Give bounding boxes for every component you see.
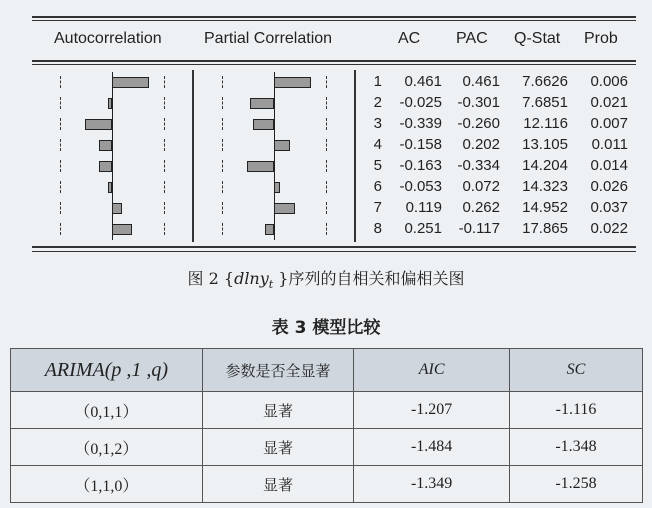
pac-zero-axis: [274, 93, 275, 114]
pac-confidence-dash: [326, 76, 327, 88]
prob-value: 0.021: [590, 94, 628, 111]
ac-value: -0.163: [399, 157, 442, 174]
ac-confidence-dash: [60, 118, 61, 130]
prob-value: 0.037: [590, 199, 628, 216]
pac-confidence-dash: [222, 97, 223, 109]
pac-confidence-dash: [326, 160, 327, 172]
pac-bar: [274, 203, 295, 214]
prob-value: 0.022: [590, 220, 628, 237]
header-qstat: Q-Stat: [514, 30, 561, 47]
ac-zero-axis: [112, 93, 113, 114]
ac-confidence-dash: [164, 160, 165, 172]
prob-value: 0.007: [590, 115, 628, 132]
correlogram-row: [32, 72, 636, 93]
ac-confidence-dash: [60, 223, 61, 235]
ac-confidence-dash: [164, 223, 165, 235]
ac-confidence-dash: [60, 181, 61, 193]
cell-aic: -1.349: [354, 466, 510, 503]
lag-number: 4: [373, 136, 382, 153]
ac-value: 0.119: [405, 199, 442, 216]
correlogram: [32, 16, 636, 256]
header-pac: PAC: [456, 30, 488, 47]
ac-value: -0.339: [399, 115, 442, 132]
correlogram-row: [32, 156, 636, 177]
top-rule: [32, 16, 636, 18]
cell-sc: -1.348: [509, 429, 642, 466]
pac-value: -0.117: [458, 220, 500, 237]
ac-zero-axis: [112, 114, 113, 135]
figure-caption: [0, 266, 652, 291]
ac-confidence-dash: [60, 97, 61, 109]
header-rule: [32, 60, 636, 62]
pac-bar: [253, 119, 274, 130]
table-header-row: [11, 349, 643, 392]
ac-confidence-dash: [60, 139, 61, 151]
cell-aic: -1.484: [354, 429, 510, 466]
pac-confidence-dash: [222, 139, 223, 151]
pac-bar: [274, 140, 290, 151]
pac-confidence-dash: [222, 76, 223, 88]
bottom-rule-thin: [32, 251, 636, 252]
header-prob: Prob: [584, 30, 618, 47]
pac-bar: [250, 98, 274, 109]
ac-bar: [108, 98, 112, 109]
pac-value: 0.202: [462, 136, 500, 153]
ac-value: -0.053: [399, 178, 442, 195]
lag-number: 7: [373, 199, 382, 216]
pac-value: -0.301: [457, 94, 500, 111]
ac-confidence-dash: [60, 202, 61, 214]
ac-zero-axis: [112, 135, 113, 156]
header-aic: AIC: [354, 349, 510, 392]
ac-bar: [99, 161, 112, 172]
qstat-value: 17.865: [522, 220, 568, 237]
ac-bar: [108, 182, 112, 193]
pac-value: -0.334: [457, 157, 500, 174]
caption-math-d: d: [234, 269, 245, 288]
pac-zero-axis: [274, 114, 275, 135]
header-model: ARIMA(p ,1 ,q): [11, 349, 203, 392]
pac-confidence-dash: [326, 118, 327, 130]
pac-zero-axis: [274, 156, 275, 177]
header-partial-correlation: Partial Correlation: [204, 30, 333, 47]
ac-bar: [99, 140, 112, 151]
ac-value: -0.158: [399, 136, 442, 153]
qstat-value: 14.204: [522, 157, 568, 174]
pac-confidence-dash: [326, 181, 327, 193]
cell-model: （1,1,0）: [11, 466, 203, 503]
ac-value: -0.025: [399, 94, 442, 111]
qstat-value: 7.6851: [522, 94, 568, 111]
cell-model: （0,1,2）: [11, 429, 203, 466]
cell-model: （0,1,1）: [11, 392, 203, 429]
lag-number: 2: [373, 94, 382, 111]
prob-value: 0.006: [590, 73, 628, 90]
correlogram-row: [32, 198, 636, 219]
ac-zero-axis: [112, 177, 113, 198]
pac-confidence-dash: [222, 223, 223, 235]
pac-confidence-dash: [326, 139, 327, 151]
ac-bar: [112, 203, 122, 214]
ac-confidence-dash: [60, 76, 61, 88]
pac-confidence-dash: [222, 118, 223, 130]
caption-math-y: y: [259, 269, 269, 288]
pac-zero-axis: [274, 219, 275, 240]
ac-confidence-dash: [60, 160, 61, 172]
qstat-value: 14.952: [522, 199, 568, 216]
ac-confidence-dash: [164, 181, 165, 193]
table-row: [11, 429, 643, 466]
cell-significance: 显著: [202, 466, 354, 503]
ac-value: 0.251: [404, 220, 442, 237]
pac-value: 0.262: [462, 199, 500, 216]
header-rule-thin: [32, 64, 636, 65]
correlogram-row: [32, 135, 636, 156]
table-row: [11, 392, 643, 429]
ac-zero-axis: [112, 156, 113, 177]
cell-sc: -1.258: [509, 466, 642, 503]
pac-confidence-dash: [222, 181, 223, 193]
pac-confidence-dash: [326, 223, 327, 235]
caption-math-ln: ln: [244, 269, 260, 288]
pac-value: 0.461: [462, 73, 500, 90]
pac-confidence-dash: [326, 202, 327, 214]
table-row: [11, 466, 643, 503]
model-comparison-table: [10, 348, 643, 503]
ac-value: 0.461: [404, 73, 442, 90]
cell-sc: -1.116: [509, 392, 642, 429]
lag-number: 1: [373, 73, 382, 90]
ac-confidence-dash: [164, 139, 165, 151]
pac-bar: [274, 182, 280, 193]
lag-number: 8: [373, 220, 382, 237]
header-autocorrelation: Autocorrelation: [54, 30, 162, 47]
pac-bar: [247, 161, 274, 172]
pac-value: -0.260: [457, 115, 500, 132]
bottom-rule: [32, 246, 636, 248]
pac-bar: [265, 224, 274, 235]
pac-confidence-dash: [326, 97, 327, 109]
pac-confidence-dash: [222, 202, 223, 214]
cell-significance: 显著: [202, 392, 354, 429]
pac-confidence-dash: [222, 160, 223, 172]
prob-value: 0.014: [590, 157, 628, 174]
lag-number: 5: [373, 157, 382, 174]
ac-bar: [85, 119, 112, 130]
prob-value: 0.026: [590, 178, 628, 195]
correlogram-row: [32, 177, 636, 198]
header-sc: SC: [509, 349, 642, 392]
qstat-value: 14.323: [522, 178, 568, 195]
ac-confidence-dash: [164, 76, 165, 88]
header-significance: 参数是否全显著: [202, 349, 354, 392]
table-title: 表 3 模型比较: [271, 318, 381, 338]
ac-bar: [112, 77, 149, 88]
qstat-value: 13.105: [522, 136, 568, 153]
lag-number: 3: [373, 115, 382, 132]
caption-suffix: }序列的自相关和偏相关图: [273, 269, 465, 288]
correlogram-row: [32, 93, 636, 114]
caption-math-sub: t: [268, 278, 274, 292]
header-ac: AC: [398, 30, 421, 47]
pac-bar: [274, 77, 311, 88]
qstat-value: 12.116: [523, 115, 568, 132]
qstat-value: 7.6626: [522, 73, 568, 90]
prob-value: 0.011: [591, 136, 628, 153]
ac-confidence-dash: [164, 118, 165, 130]
ac-confidence-dash: [164, 202, 165, 214]
pac-value: 0.072: [462, 178, 500, 195]
top-rule-thin: [32, 20, 636, 21]
ac-confidence-dash: [164, 97, 165, 109]
correlogram-row: [32, 114, 636, 135]
ac-bar: [112, 224, 132, 235]
correlogram-row: [32, 219, 636, 240]
cell-significance: 显著: [202, 429, 354, 466]
lag-number: 6: [373, 178, 382, 195]
caption-prefix: 图 2 {: [187, 269, 235, 288]
cell-aic: -1.207: [354, 392, 510, 429]
